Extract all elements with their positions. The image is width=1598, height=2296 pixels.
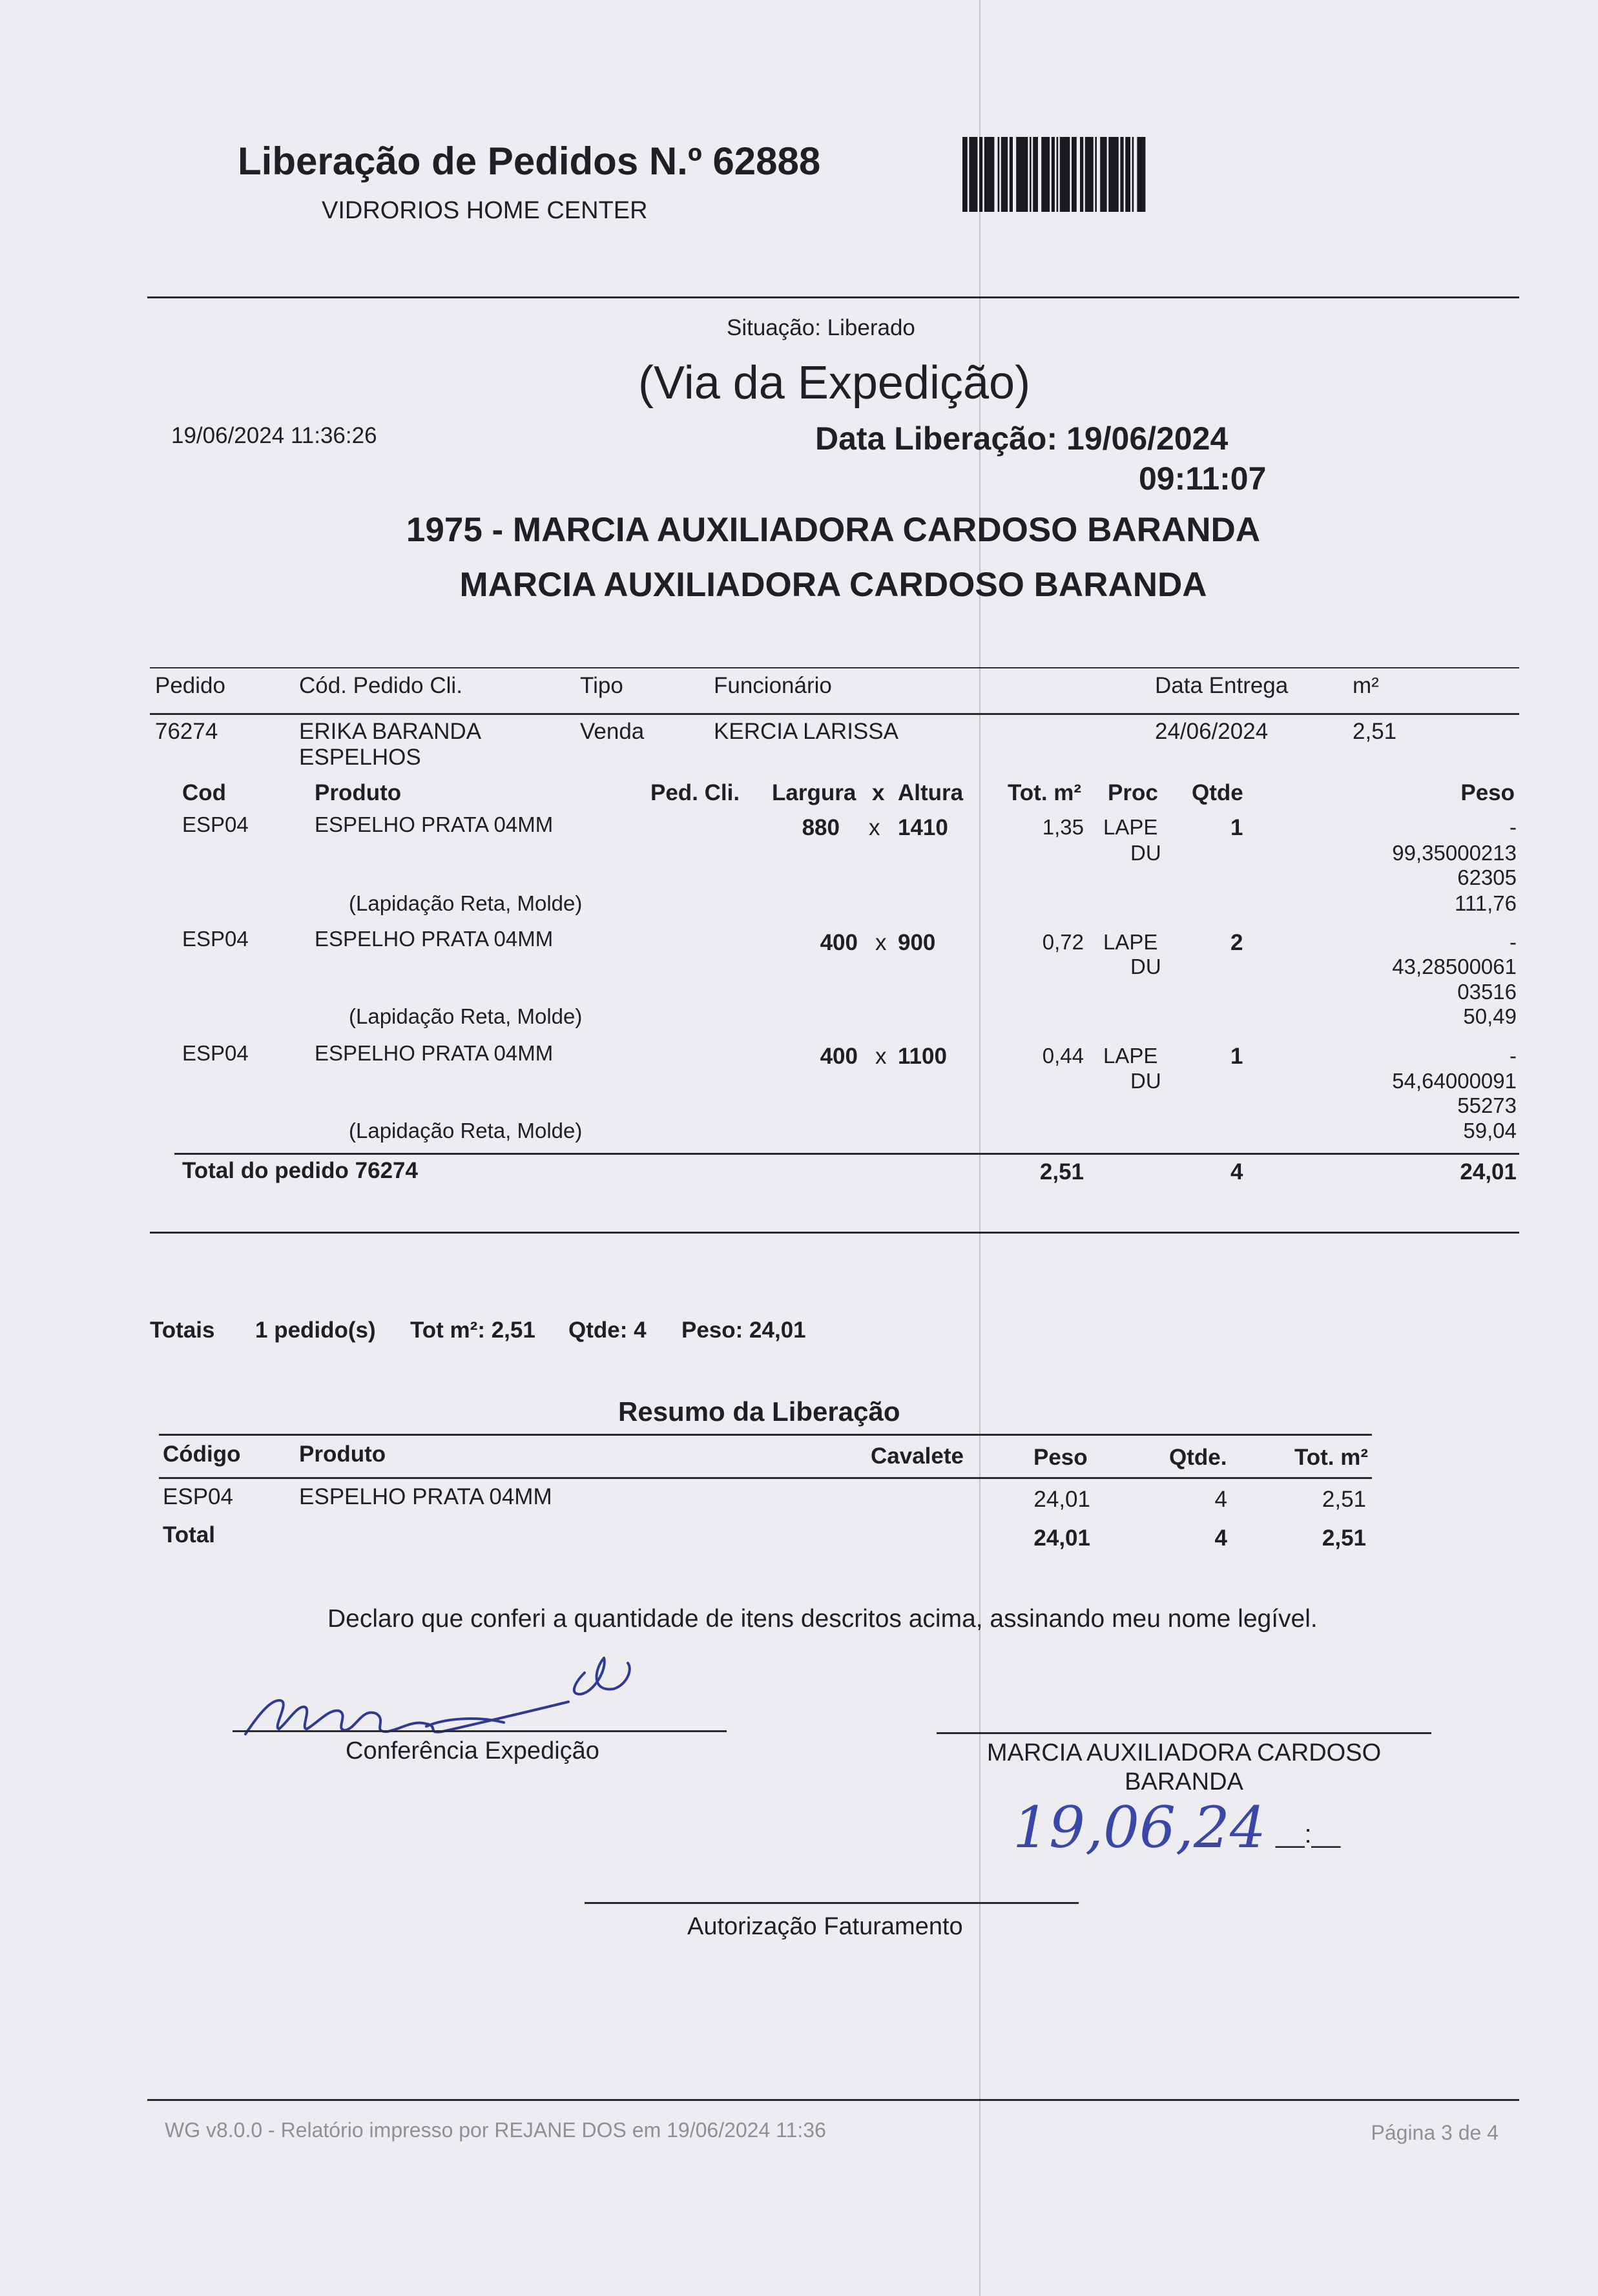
order-pedido: 76274	[155, 719, 218, 744]
item-obs: (Lapidação Reta, Molde)	[349, 1119, 583, 1143]
header-divider	[147, 296, 1519, 298]
footer-report: WG v8.0.0 - Relatório impresso por REJANE DOS em 19/06/2024 11:36	[165, 2118, 826, 2142]
signature-line-client	[937, 1732, 1431, 1734]
barcode-bar	[1137, 137, 1145, 212]
item-produto: ESPELHO PRATA 04MM	[315, 1041, 554, 1065]
header-cod-pedido-cli: Cód. Pedido Cli.	[299, 673, 462, 698]
item-proc-2: DU	[1130, 955, 1161, 978]
item-tot-m2: 1,35	[1042, 815, 1084, 839]
barcode-bar	[1100, 137, 1106, 212]
items-header-peso: Peso	[1460, 780, 1515, 805]
paper-fold-line	[979, 0, 981, 2296]
barcode-bar	[1001, 137, 1008, 212]
item-altura: 1410	[898, 815, 948, 840]
resumo-total-label: Total	[163, 1522, 216, 1547]
items-header-ped-cli: Ped. Cli.	[650, 780, 740, 805]
company-name: VIDRORIOS HOME CENTER	[322, 197, 648, 224]
barcode-bar	[979, 137, 982, 212]
item-peso-3: 03516	[1457, 980, 1517, 1004]
autorizacao-label: Autorização Faturamento	[687, 1913, 963, 1940]
client-signature-name-1: MARCIA AUXILIADORA CARDOSO	[986, 1739, 1382, 1766]
resumo-total-tot-m2: 2,51	[1322, 1525, 1366, 1551]
hora-liberacao: 09:11:07	[1139, 460, 1267, 497]
via-label: (Via da Expedição)	[638, 357, 1031, 409]
item-peso-1: -	[1510, 930, 1517, 954]
barcode-bar	[1120, 137, 1123, 212]
order-header-line	[150, 713, 1519, 715]
item-cod: ESP04	[182, 927, 249, 951]
item-peso-4: 50,49	[1463, 1004, 1517, 1028]
handwritten-date: 19,06,24	[1013, 1794, 1266, 1861]
header-pedido: Pedido	[155, 673, 225, 698]
order-total-m2: 2,51	[1039, 1159, 1084, 1184]
resumo-total-qtde: 4	[1214, 1525, 1227, 1551]
items-header-qtde: Qtde	[1192, 780, 1243, 805]
item-proc-1: LAPE	[1103, 1044, 1158, 1068]
barcode-bar	[1010, 137, 1013, 212]
situacao-label: Situação: Liberado	[727, 315, 915, 340]
item-qtde: 2	[1230, 930, 1243, 955]
resumo-row-produto: ESPELHO PRATA 04MM	[299, 1484, 552, 1509]
item-largura: 400	[820, 1044, 858, 1069]
item-obs: (Lapidação Reta, Molde)	[349, 891, 583, 915]
signature-line-conferencia	[233, 1730, 727, 1732]
order-total-qtde: 4	[1230, 1159, 1243, 1184]
item-peso-2: 54,64000091	[1392, 1069, 1517, 1093]
item-peso-3: 55273	[1457, 1093, 1517, 1117]
order-total-line	[174, 1153, 1519, 1155]
item-peso-2: 43,28500061	[1392, 955, 1517, 978]
barcode-bar	[1095, 137, 1097, 212]
resumo-row-codigo: ESP04	[163, 1484, 233, 1509]
item-largura: 880	[802, 815, 840, 840]
barcode-bar	[1041, 137, 1050, 212]
order-m2: 2,51	[1353, 719, 1397, 744]
order-cod-cli-2: ESPELHOS	[299, 745, 421, 770]
item-peso-2: 99,35000213	[1392, 841, 1517, 865]
item-qtde: 1	[1230, 1044, 1243, 1069]
document-title: Liberação de Pedidos N.º 62888	[238, 140, 821, 183]
item-proc-2: DU	[1130, 1069, 1161, 1093]
resumo-header-peso: Peso	[1033, 1445, 1088, 1470]
resumo-row-peso: 24,01	[1033, 1487, 1090, 1512]
totals-m2: Tot m²: 2,51	[410, 1318, 535, 1343]
totals-label: Totais	[150, 1318, 215, 1343]
barcode-bar	[1016, 137, 1028, 212]
item-obs: (Lapidação Reta, Molde)	[349, 1004, 583, 1028]
barcode-bar	[1072, 137, 1077, 212]
conferencia-label: Conferência Expedição	[346, 1737, 599, 1764]
resumo-header-codigo: Código	[163, 1442, 241, 1467]
resumo-header-produto: Produto	[299, 1442, 386, 1467]
items-header-altura: Altura	[898, 780, 964, 805]
barcode-bar	[962, 137, 968, 212]
barcode	[962, 137, 1205, 212]
header-m2: m²	[1353, 673, 1379, 698]
order-tipo: Venda	[580, 719, 645, 744]
items-header-cod: Cod	[182, 780, 227, 805]
client-signature-name-2: BARANDA	[1125, 1768, 1243, 1795]
barcode-bar	[1085, 137, 1094, 212]
barcode-bar	[998, 137, 1000, 212]
items-header-tot-m2: Tot. m²	[1008, 780, 1082, 805]
signature-line-autorizacao	[585, 1902, 1079, 1904]
client-line-1: 1975 - MARCIA AUXILIADORA CARDOSO BARANDA	[406, 511, 1261, 549]
data-liberacao: Data Liberação: 19/06/2024	[815, 420, 1229, 457]
barcode-bar	[1080, 137, 1083, 212]
barcode-bar	[984, 137, 995, 212]
resumo-total-peso: 24,01	[1033, 1525, 1090, 1551]
item-peso-1: -	[1510, 1044, 1517, 1068]
barcode-bar	[1132, 137, 1134, 212]
item-x: x	[869, 815, 880, 840]
barcode-bar	[1108, 137, 1119, 212]
print-datetime: 19/06/2024 11:36:26	[171, 423, 377, 448]
order-table-top-line	[150, 667, 1519, 668]
item-largura: 400	[820, 930, 858, 955]
resumo-title: Resumo da Liberação	[618, 1396, 900, 1427]
item-proc-1: LAPE	[1103, 815, 1158, 839]
footer-page: Página 3 de 4	[1371, 2121, 1499, 2144]
resumo-header-tot-m2: Tot. m²	[1294, 1445, 1368, 1470]
item-produto: ESPELHO PRATA 04MM	[315, 812, 554, 836]
order-funcionario: KERCIA LARISSA	[714, 719, 898, 744]
totals-pedidos: 1 pedido(s)	[255, 1318, 376, 1343]
item-peso-4: 111,76	[1454, 891, 1517, 915]
item-peso-1: -	[1510, 815, 1517, 839]
item-x: x	[875, 930, 887, 955]
item-altura: 900	[898, 930, 936, 955]
resumo-header-line	[159, 1477, 1372, 1479]
items-header-produto: Produto	[315, 780, 402, 805]
barcode-bar	[1052, 137, 1055, 212]
item-x: x	[875, 1044, 887, 1069]
order-cod-cli-1: ERIKA BARANDA	[299, 719, 482, 744]
item-cod: ESP04	[182, 1041, 249, 1065]
item-tot-m2: 0,72	[1042, 930, 1084, 954]
client-line-2: MARCIA AUXILIADORA CARDOSO BARANDA	[459, 566, 1207, 604]
totals-qtde: Qtde: 4	[568, 1318, 647, 1343]
resumo-header-cavalete: Cavalete	[871, 1443, 964, 1469]
item-altura: 1100	[898, 1044, 947, 1069]
barcode-bar	[1033, 137, 1038, 212]
header-tipo: Tipo	[580, 673, 623, 698]
item-proc-1: LAPE	[1103, 930, 1158, 954]
header-data-entrega: Data Entrega	[1155, 673, 1289, 698]
order-data-entrega: 24/06/2024	[1155, 719, 1269, 744]
order-total-label: Total do pedido 76274	[182, 1158, 418, 1183]
declaration-text: Declaro que conferi a quantidade de itens descritos acima, assinando meu nome legível.	[327, 1605, 1318, 1633]
resumo-row-qtde: 4	[1214, 1487, 1227, 1512]
item-produto: ESPELHO PRATA 04MM	[315, 927, 554, 951]
order-total-peso: 24,01	[1460, 1159, 1517, 1184]
resumo-top-line	[159, 1434, 1372, 1436]
items-header-largura: Largura	[772, 780, 856, 805]
barcode-bar	[1125, 137, 1130, 212]
barcode-bar	[1057, 137, 1059, 212]
items-header-x: x	[872, 780, 885, 805]
barcode-bar	[969, 137, 977, 212]
item-tot-m2: 0,44	[1042, 1044, 1084, 1068]
time-blank: __:__	[1276, 1820, 1341, 1848]
resumo-row-tot-m2: 2,51	[1322, 1487, 1366, 1512]
totals-peso: Peso: 24,01	[681, 1318, 806, 1343]
resumo-header-qtde: Qtde.	[1169, 1445, 1227, 1470]
item-cod: ESP04	[182, 812, 249, 836]
item-peso-4: 59,04	[1463, 1119, 1517, 1143]
item-qtde: 1	[1230, 815, 1243, 840]
header-funcionario: Funcionário	[714, 673, 832, 698]
items-header-proc: Proc	[1108, 780, 1158, 805]
footer-line	[147, 2099, 1519, 2101]
order-section-bottom-line	[150, 1232, 1519, 1234]
item-proc-2: DU	[1130, 841, 1161, 865]
barcode-bar	[1060, 137, 1070, 212]
barcode-bar	[1030, 137, 1032, 212]
item-peso-3: 62305	[1457, 865, 1517, 889]
